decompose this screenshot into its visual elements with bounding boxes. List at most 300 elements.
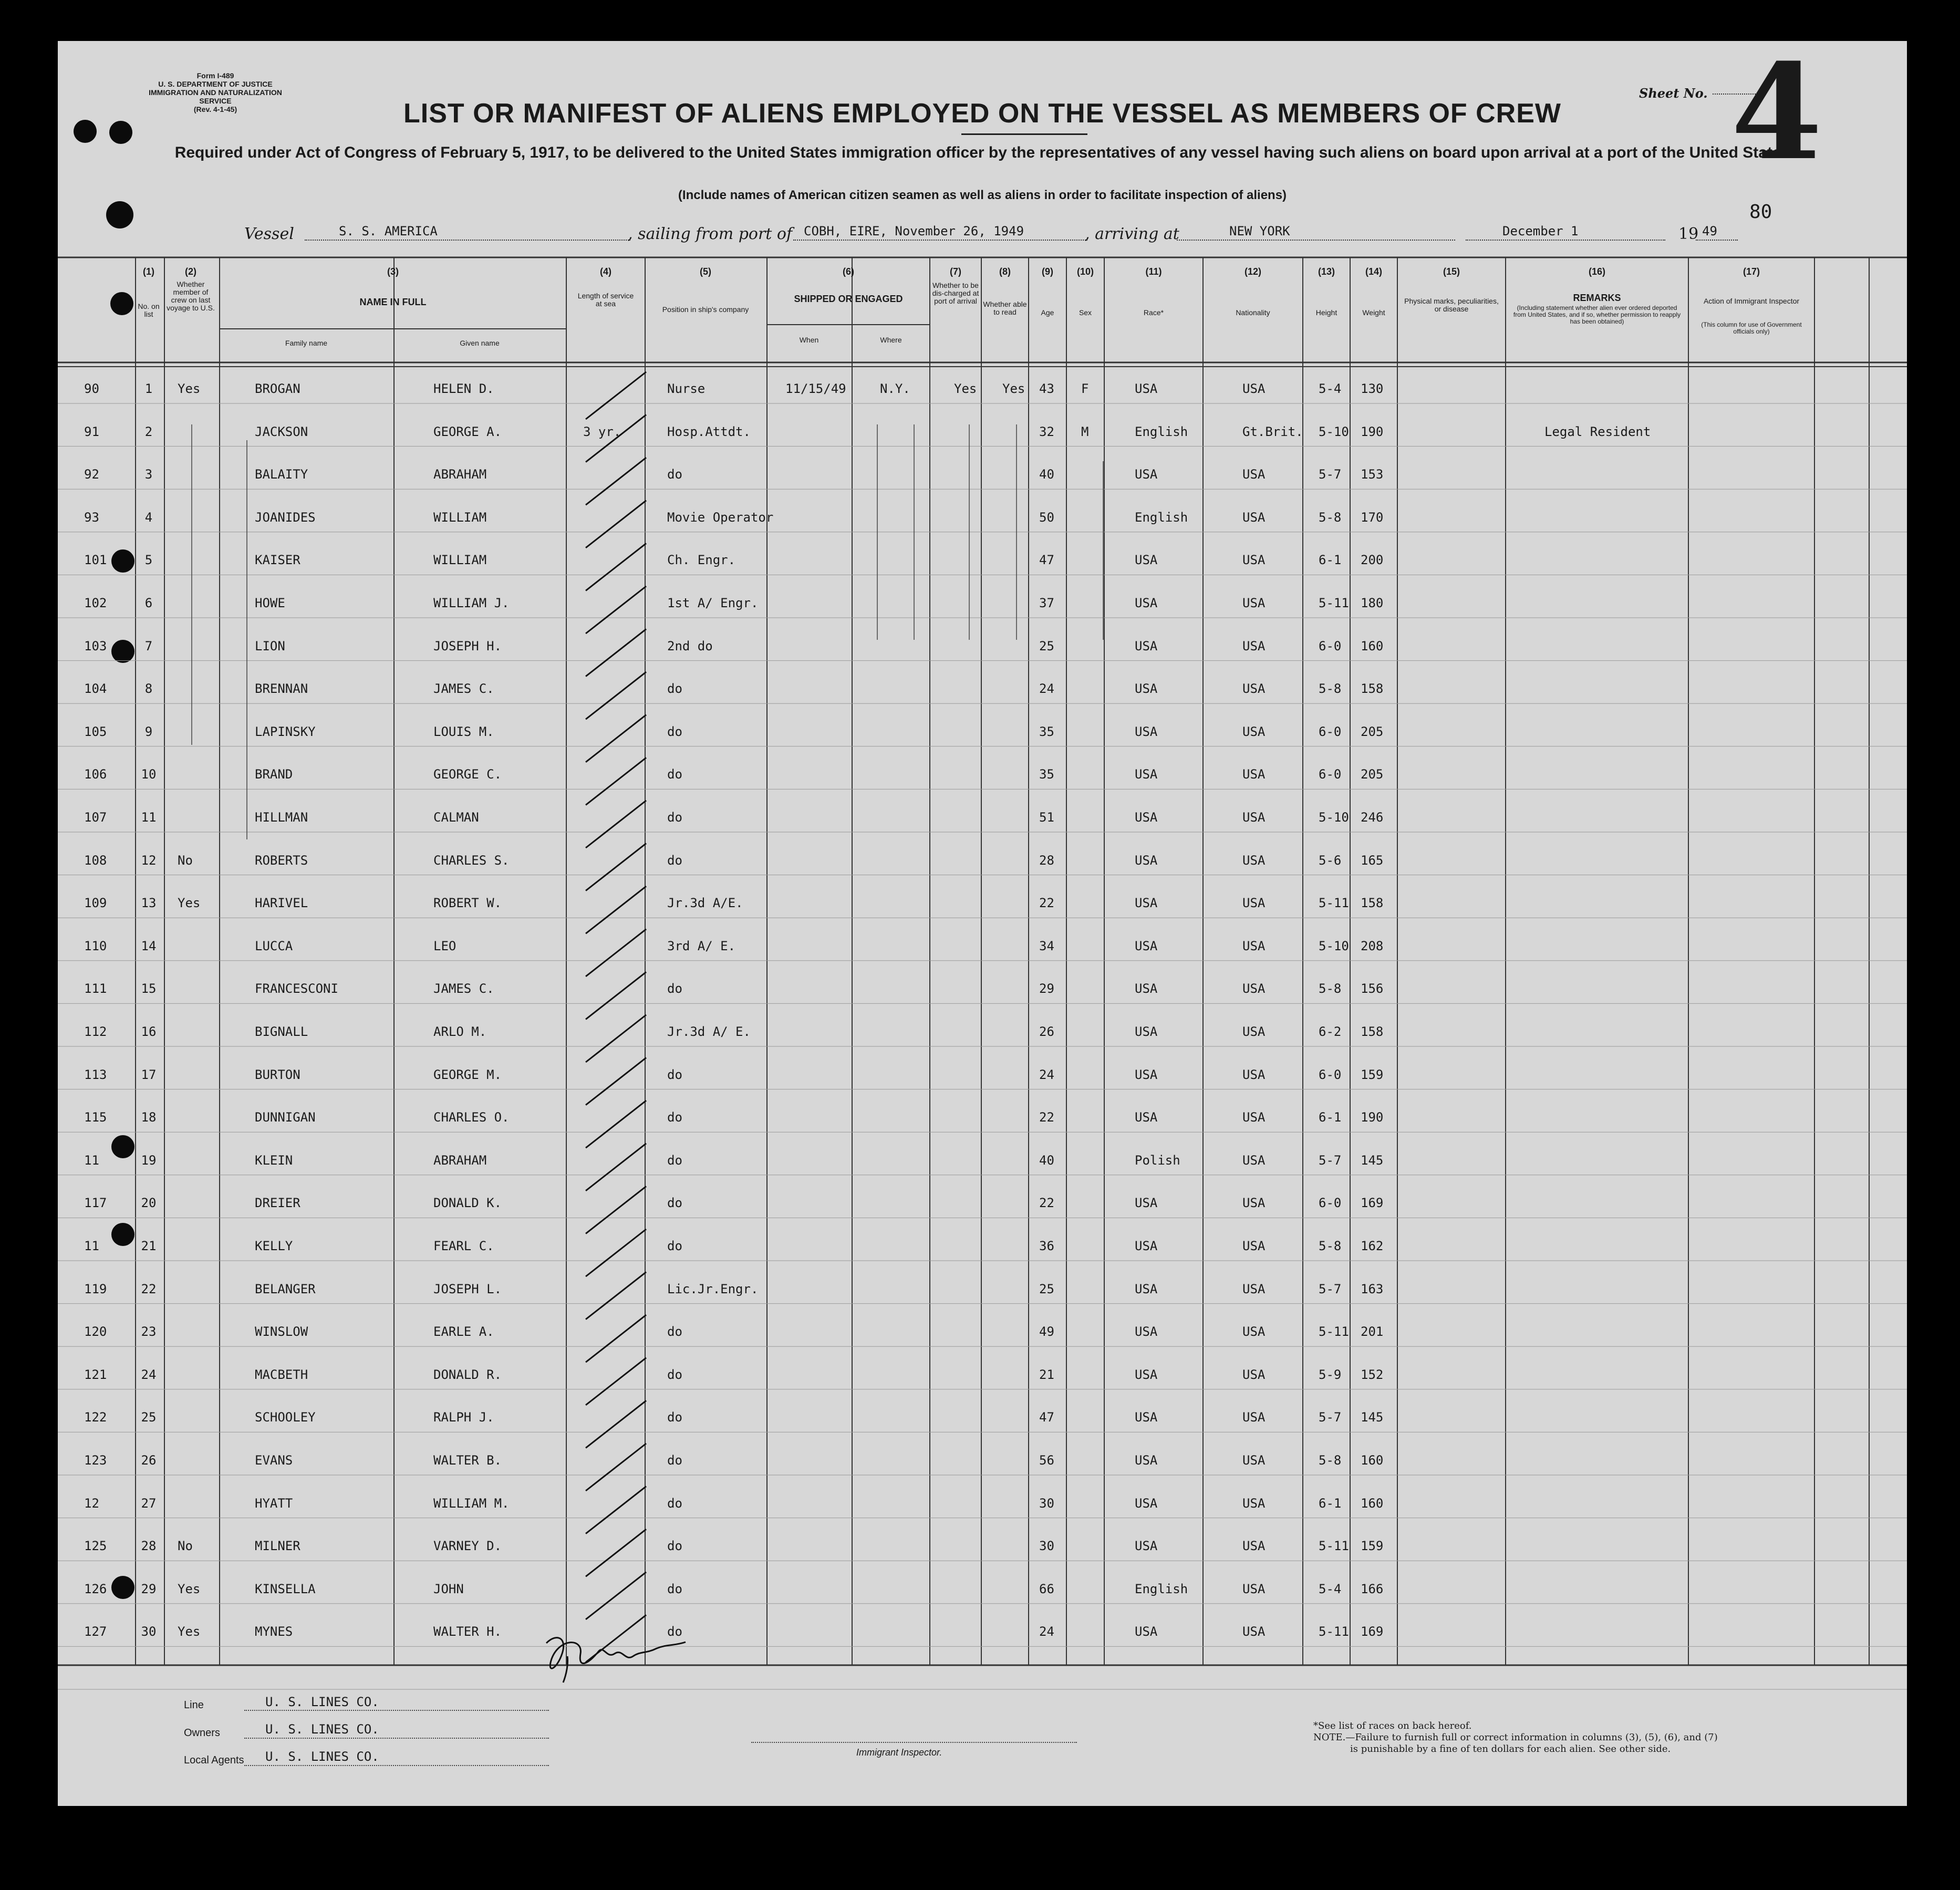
row-weight: 205 xyxy=(1361,724,1384,739)
row-last-voyage: Yes xyxy=(178,1581,201,1596)
row-family-name: HOWE xyxy=(255,596,285,610)
check-stroke xyxy=(586,1015,646,1062)
row-height: 6-0 xyxy=(1319,767,1342,782)
row-height: 6-1 xyxy=(1319,1496,1342,1511)
row-family-name: DUNNIGAN xyxy=(255,1110,316,1125)
row-position: Jr.3d A/ E. xyxy=(667,1024,751,1039)
row-list-number: 24 xyxy=(141,1367,157,1382)
row-position: do xyxy=(667,1624,682,1639)
row-position: Hosp.Attdt. xyxy=(667,424,751,439)
row-margin-number: 123 xyxy=(84,1453,107,1468)
row-race: USA xyxy=(1135,767,1158,782)
row-margin-number: 101 xyxy=(84,553,107,568)
row-position: Nurse xyxy=(667,381,706,396)
row-nationality: USA xyxy=(1242,896,1266,911)
row-given-name: JOHN xyxy=(433,1581,464,1596)
row-margin-number: 90 xyxy=(84,381,99,396)
row-family-name: HILLMAN xyxy=(255,810,308,825)
row-race: USA xyxy=(1135,1410,1158,1425)
row-list-number: 9 xyxy=(144,724,153,739)
form-revision: (Rev. 4-1-45) xyxy=(193,105,237,113)
row-margin-number: 11 xyxy=(84,1239,99,1253)
row-height: 5-11 xyxy=(1319,1324,1349,1339)
row-family-name: LION xyxy=(255,638,285,653)
row-height: 5-11 xyxy=(1319,596,1349,610)
row-race: USA xyxy=(1135,1496,1158,1511)
row-sex: M xyxy=(1081,424,1089,439)
row-age: 22 xyxy=(1039,1196,1054,1211)
row-height: 5-8 xyxy=(1319,1239,1342,1253)
row-list-number: 15 xyxy=(141,981,157,996)
row-margin-number: 91 xyxy=(84,424,99,439)
row-family-name: MYNES xyxy=(255,1624,293,1639)
col15-num: (15) xyxy=(1443,266,1460,277)
row-given-name: EARLE A. xyxy=(433,1324,494,1339)
row-height: 6-2 xyxy=(1319,1024,1342,1039)
row-height: 5-4 xyxy=(1319,1581,1342,1596)
col12-header: Nationality xyxy=(1236,308,1270,317)
col11-header: Race* xyxy=(1143,308,1164,317)
row-position: do xyxy=(667,1496,682,1511)
row-age: 36 xyxy=(1039,1239,1054,1253)
row-given-name: JOSEPH H. xyxy=(433,638,502,653)
row-age: 50 xyxy=(1039,510,1054,525)
row-shipped-where: N.Y. xyxy=(880,381,910,396)
row-weight: 163 xyxy=(1361,1281,1384,1296)
row-remarks: Legal Resident xyxy=(1544,424,1651,439)
row-position: 2nd do xyxy=(667,638,713,653)
row-age: 22 xyxy=(1039,896,1054,911)
row-margin-number: 125 xyxy=(84,1539,107,1554)
row-weight: 153 xyxy=(1361,467,1384,482)
row-margin-number: 106 xyxy=(84,767,107,782)
row-position: do xyxy=(667,467,682,482)
row-nationality: USA xyxy=(1242,510,1266,525)
row-position: do xyxy=(667,810,682,825)
row-weight: 208 xyxy=(1361,938,1384,953)
check-stroke xyxy=(586,1358,646,1405)
row-shipped-when: 11/15/49 xyxy=(785,381,846,396)
row-list-number: 19 xyxy=(141,1152,157,1168)
row-nationality: USA xyxy=(1242,810,1266,825)
col9-num: (9) xyxy=(1042,266,1053,277)
row-family-name: KLEIN xyxy=(255,1152,293,1168)
check-stroke xyxy=(586,1400,646,1448)
col16-header: REMARKS xyxy=(1573,293,1621,303)
row-position: Lic.Jr.Engr. xyxy=(667,1281,759,1296)
row-height: 5-10 xyxy=(1319,810,1349,825)
row-weight: 158 xyxy=(1361,896,1384,911)
row-race: USA xyxy=(1135,1239,1158,1253)
row-family-name: BURTON xyxy=(255,1067,300,1082)
row-race: USA xyxy=(1135,853,1158,868)
row-list-number: 18 xyxy=(141,1110,157,1125)
check-stroke xyxy=(586,1529,646,1576)
col4-header: Length of service at sea xyxy=(577,292,634,308)
page-subtitle: Required under Act of Congress of February 5, 1917, to be delivered to the United States immigration officer by the representatives of any vessel having such aliens on board upon arrival at a port of the United States xyxy=(174,144,1790,161)
row-list-number: 11 xyxy=(141,810,157,825)
row-nationality: USA xyxy=(1242,1410,1266,1425)
port-value: COBH, EIRE, November 26, 1949 xyxy=(804,224,1024,238)
row-age: 35 xyxy=(1039,767,1054,782)
check-stroke xyxy=(586,1572,646,1619)
row-race: USA xyxy=(1135,1067,1158,1082)
row-family-name: BROGAN xyxy=(255,381,300,396)
row-age: 24 xyxy=(1039,1067,1054,1082)
row-weight: 152 xyxy=(1361,1367,1384,1382)
row-list-number: 2 xyxy=(144,424,153,439)
row-height: 5-7 xyxy=(1319,467,1342,482)
check-stroke xyxy=(586,886,646,933)
row-family-name: JACKSON xyxy=(255,424,308,439)
row-weight: 158 xyxy=(1361,681,1384,697)
row-margin-number: 112 xyxy=(84,1024,107,1039)
row-list-number: 26 xyxy=(141,1453,157,1468)
row-family-name: BIGNALL xyxy=(255,1024,308,1039)
row-age: 40 xyxy=(1039,1152,1054,1168)
manifest-sheet xyxy=(58,35,1907,1806)
row-position: do xyxy=(667,724,682,739)
row-list-number: 3 xyxy=(144,467,153,482)
row-given-name: WILLIAM xyxy=(433,510,487,525)
row-nationality: USA xyxy=(1242,981,1266,996)
row-nationality: USA xyxy=(1242,1067,1266,1082)
year-prefix: 19 xyxy=(1678,225,1699,243)
sheet-label: Sheet No. xyxy=(1639,86,1708,101)
check-stroke xyxy=(586,458,646,505)
row-family-name: KAISER xyxy=(255,553,300,568)
row-weight: 162 xyxy=(1361,1239,1384,1253)
row-weight: 165 xyxy=(1361,853,1384,868)
row-weight: 158 xyxy=(1361,1024,1384,1039)
row-race: USA xyxy=(1135,1453,1158,1468)
row-race: USA xyxy=(1135,724,1158,739)
row-last-voyage: No xyxy=(178,1539,193,1554)
date-value: December 1 xyxy=(1502,224,1579,238)
row-position: do xyxy=(667,1367,682,1382)
row-position: do xyxy=(667,1196,682,1211)
row-weight: 170 xyxy=(1361,510,1384,525)
row-given-name: FEARL C. xyxy=(433,1239,494,1253)
row-nationality: USA xyxy=(1242,1539,1266,1554)
row-position: do xyxy=(667,1239,682,1253)
row-list-number: 23 xyxy=(141,1324,157,1339)
row-weight: 169 xyxy=(1361,1196,1384,1211)
row-list-number: 27 xyxy=(141,1496,157,1511)
row-age: 47 xyxy=(1039,1410,1054,1425)
row-margin-number: 119 xyxy=(84,1281,107,1296)
row-margin-number: 11 xyxy=(84,1152,99,1168)
page-subnote: (Include names of American citizen seamen as well as aliens in order to facilitate inspection of aliens) xyxy=(678,188,1287,202)
row-race: USA xyxy=(1135,1367,1158,1382)
row-given-name: DONALD K. xyxy=(433,1196,502,1211)
row-margin-number: 104 xyxy=(84,681,107,697)
row-family-name: LAPINSKY xyxy=(255,724,316,739)
row-list-number: 25 xyxy=(141,1410,157,1425)
row-race: USA xyxy=(1135,1024,1158,1039)
row-margin-number: 108 xyxy=(84,853,107,868)
row-age: 32 xyxy=(1039,424,1054,439)
row-margin-number: 102 xyxy=(84,596,107,610)
row-family-name: FRANCESCONI xyxy=(255,981,338,996)
row-family-name: BALAITY xyxy=(255,467,308,482)
col1-num: (1) xyxy=(143,266,154,277)
col6-header: SHIPPED OR ENGAGED xyxy=(794,294,903,304)
row-position: do xyxy=(667,1110,682,1125)
row-family-name: BELANGER xyxy=(255,1281,316,1296)
col13-num: (13) xyxy=(1318,266,1335,277)
sailing-label: , sailing from port of xyxy=(628,225,793,243)
page-title: LIST OR MANIFEST OF ALIENS EMPLOYED ON THE VESSEL AS MEMBERS OF CREW xyxy=(403,98,1561,129)
row-family-name: ROBERTS xyxy=(255,853,308,868)
row-age: 24 xyxy=(1039,1624,1054,1639)
col3-header: NAME IN FULL xyxy=(359,297,427,307)
row-race: USA xyxy=(1135,596,1158,610)
row-given-name: CHARLES O. xyxy=(433,1110,510,1125)
row-position: Ch. Engr. xyxy=(667,553,736,568)
check-stroke xyxy=(586,586,646,634)
row-age: 26 xyxy=(1039,1024,1054,1039)
row-race: USA xyxy=(1135,896,1158,911)
row-age: 24 xyxy=(1039,681,1054,697)
row-height: 6-1 xyxy=(1319,553,1342,568)
row-height: 5-11 xyxy=(1319,1624,1349,1639)
row-margin-number: 127 xyxy=(84,1624,107,1639)
row-age: 47 xyxy=(1039,553,1054,568)
row-position: do xyxy=(667,1152,682,1168)
col6a-header: When xyxy=(799,336,819,344)
check-stroke xyxy=(586,1186,646,1233)
row-margin-number: 107 xyxy=(84,810,107,825)
row-weight: 190 xyxy=(1361,1110,1384,1125)
footnote-note: NOTE.—Failure to furnish full or correct information in columns (3), (5), (6), and (7) xyxy=(1313,1732,1718,1743)
row-family-name: KELLY xyxy=(255,1239,293,1253)
row-margin-number: 113 xyxy=(84,1067,107,1082)
row-position: do xyxy=(667,1324,682,1339)
check-stroke xyxy=(586,1100,646,1148)
row-given-name: HELEN D. xyxy=(433,381,494,396)
row-margin-number: 105 xyxy=(84,724,107,739)
row-position: do xyxy=(667,681,682,697)
row-given-name: GEORGE A. xyxy=(433,424,502,439)
row-given-name: JOSEPH L. xyxy=(433,1281,502,1296)
row-age: 28 xyxy=(1039,853,1054,868)
row-race: Polish xyxy=(1135,1152,1180,1168)
footnote xyxy=(1313,1720,1786,1755)
row-height: 5-8 xyxy=(1319,981,1342,996)
row-weight: 190 xyxy=(1361,424,1384,439)
row-family-name: MACBETH xyxy=(255,1367,308,1382)
row-nationality: USA xyxy=(1242,1581,1266,1596)
corner-number: 80 xyxy=(1749,201,1772,223)
row-nationality: USA xyxy=(1242,1239,1266,1253)
row-family-name: HARIVEL xyxy=(255,896,308,911)
row-family-name: MILNER xyxy=(255,1539,300,1554)
col2-num: (2) xyxy=(185,266,196,277)
row-position: do xyxy=(667,1453,682,1468)
row-position: do xyxy=(667,853,682,868)
col1-header: No. on list xyxy=(138,302,160,318)
row-weight: 201 xyxy=(1361,1324,1384,1339)
row-race: English xyxy=(1135,510,1188,525)
row-height: 5-7 xyxy=(1319,1410,1342,1425)
col6-num: (6) xyxy=(843,266,854,277)
row-discharged: Yes xyxy=(954,381,977,396)
owners-rule xyxy=(244,1738,549,1739)
row-age: 29 xyxy=(1039,981,1054,996)
row-given-name: WALTER B. xyxy=(433,1453,502,1468)
check-stroke xyxy=(586,801,646,848)
row-position: do xyxy=(667,1581,682,1596)
row-given-name: CHARLES S. xyxy=(433,853,510,868)
row-race: USA xyxy=(1135,381,1158,396)
row-weight: 145 xyxy=(1361,1410,1384,1425)
row-given-name: ARLO M. xyxy=(433,1024,487,1039)
col3-num: (3) xyxy=(387,266,399,277)
row-given-name: ROBERT W. xyxy=(433,896,502,911)
owners-value: U. S. LINES CO. xyxy=(265,1722,379,1737)
col4-num: (4) xyxy=(600,266,611,277)
row-race: USA xyxy=(1135,981,1158,996)
row-age: 34 xyxy=(1039,938,1054,953)
row-given-name: WILLIAM xyxy=(433,553,487,568)
inspector-label: Immigrant Inspector. xyxy=(856,1747,942,1758)
line-rule xyxy=(244,1710,549,1711)
row-weight: 156 xyxy=(1361,981,1384,996)
row-height: 6-0 xyxy=(1319,1196,1342,1211)
row-nationality: USA xyxy=(1242,1453,1266,1468)
row-nationality: USA xyxy=(1242,553,1266,568)
col15-header: Physical marks, peculiarities, or disease xyxy=(1404,297,1499,313)
row-list-number: 6 xyxy=(144,596,153,610)
row-weight: 200 xyxy=(1361,553,1384,568)
row-given-name: ABRAHAM xyxy=(433,467,487,482)
row-margin-number: 120 xyxy=(84,1324,107,1339)
row-age: 35 xyxy=(1039,724,1054,739)
col17-num: (17) xyxy=(1743,266,1760,277)
col13-header: Height xyxy=(1315,308,1337,317)
col5-num: (5) xyxy=(700,266,711,277)
row-list-number: 16 xyxy=(141,1024,157,1039)
row-last-voyage: Yes xyxy=(178,896,201,911)
row-nationality: USA xyxy=(1242,724,1266,739)
row-height: 5-10 xyxy=(1319,424,1349,439)
footnote-races: *See list of races on back hereof. xyxy=(1313,1720,1472,1731)
row-list-number: 12 xyxy=(141,853,157,868)
row-family-name: DREIER xyxy=(255,1196,300,1211)
agents-label: Local Agents xyxy=(184,1754,244,1766)
check-stroke xyxy=(586,501,646,548)
col14-header: Weight xyxy=(1362,308,1385,317)
row-margin-number: 92 xyxy=(84,467,99,482)
row-nationality: USA xyxy=(1242,467,1266,482)
row-height: 5-10 xyxy=(1319,938,1349,953)
row-given-name: GEORGE M. xyxy=(433,1067,502,1082)
row-position: do xyxy=(667,1067,682,1082)
handwritten-signature xyxy=(536,1622,693,1690)
check-stroke xyxy=(586,543,646,590)
row-weight: 160 xyxy=(1361,1453,1384,1468)
row-nationality: USA xyxy=(1242,1624,1266,1639)
row-weight: 205 xyxy=(1361,767,1384,782)
row-age: 37 xyxy=(1039,596,1054,610)
check-stroke xyxy=(586,972,646,1019)
col7-num: (7) xyxy=(950,266,961,277)
col9-header: Age xyxy=(1041,308,1054,317)
row-list-number: 1 xyxy=(144,381,153,396)
row-height: 6-0 xyxy=(1319,638,1342,653)
row-weight: 246 xyxy=(1361,810,1384,825)
row-race: USA xyxy=(1135,1196,1158,1211)
row-height: 5-8 xyxy=(1319,681,1342,697)
row-given-name: JAMES C. xyxy=(433,681,494,697)
row-given-name: LOUIS M. xyxy=(433,724,494,739)
check-stroke xyxy=(586,757,646,805)
check-stroke xyxy=(586,1315,646,1362)
col10-header: Sex xyxy=(1078,308,1092,317)
row-age: 43 xyxy=(1039,381,1054,396)
check-stroke xyxy=(586,1444,646,1491)
sheet-number: 4 xyxy=(1731,35,1822,189)
row-height: 5-8 xyxy=(1319,1453,1342,1468)
row-given-name: DONALD R. xyxy=(433,1367,502,1382)
row-height: 5-11 xyxy=(1319,1539,1349,1554)
col8-header: Whether able to read xyxy=(983,300,1027,316)
arriving-label: , arriving at xyxy=(1085,225,1179,243)
row-age: 30 xyxy=(1039,1496,1054,1511)
row-margin-number: 122 xyxy=(84,1410,107,1425)
row-weight: 180 xyxy=(1361,596,1384,610)
row-list-number: 29 xyxy=(141,1581,157,1596)
check-stroke xyxy=(586,1058,646,1105)
row-nationality: USA xyxy=(1242,596,1266,610)
col8-num: (8) xyxy=(999,266,1011,277)
row-height: 5-9 xyxy=(1319,1367,1342,1382)
row-nationality: USA xyxy=(1242,1496,1266,1511)
row-family-name: KINSELLA xyxy=(255,1581,316,1596)
check-stroke xyxy=(586,929,646,977)
check-stroke xyxy=(586,715,646,762)
row-last-voyage: Yes xyxy=(178,1624,201,1639)
row-height: 6-1 xyxy=(1319,1110,1342,1125)
row-nationality: USA xyxy=(1242,938,1266,953)
row-weight: 159 xyxy=(1361,1539,1384,1554)
row-family-name: SCHOOLEY xyxy=(255,1410,316,1425)
row-list-number: 17 xyxy=(141,1067,157,1082)
row-given-name: LEO xyxy=(433,938,457,953)
row-weight: 160 xyxy=(1361,1496,1384,1511)
row-margin-number: 126 xyxy=(84,1581,107,1596)
row-margin-number: 12 xyxy=(84,1496,99,1511)
row-age: 25 xyxy=(1039,1281,1054,1296)
row-weight: 166 xyxy=(1361,1581,1384,1596)
row-margin-number: 109 xyxy=(84,896,107,911)
row-race: USA xyxy=(1135,553,1158,568)
row-family-name: WINSLOW xyxy=(255,1324,308,1339)
check-stroke xyxy=(586,629,646,677)
row-service-length: 3 yr. xyxy=(583,424,621,439)
check-stroke xyxy=(586,372,646,419)
row-height: 6-0 xyxy=(1319,1067,1342,1082)
row-nationality: USA xyxy=(1242,767,1266,782)
row-list-number: 5 xyxy=(144,553,153,568)
form-service: IMMIGRATION AND NATURALIZATION SERVICE xyxy=(149,88,282,105)
row-age: 25 xyxy=(1039,638,1054,653)
row-given-name: WALTER H. xyxy=(433,1624,502,1639)
vessel-value: S. S. AMERICA xyxy=(339,224,438,238)
row-last-voyage: No xyxy=(178,853,193,868)
year-value: 49 xyxy=(1702,224,1717,238)
